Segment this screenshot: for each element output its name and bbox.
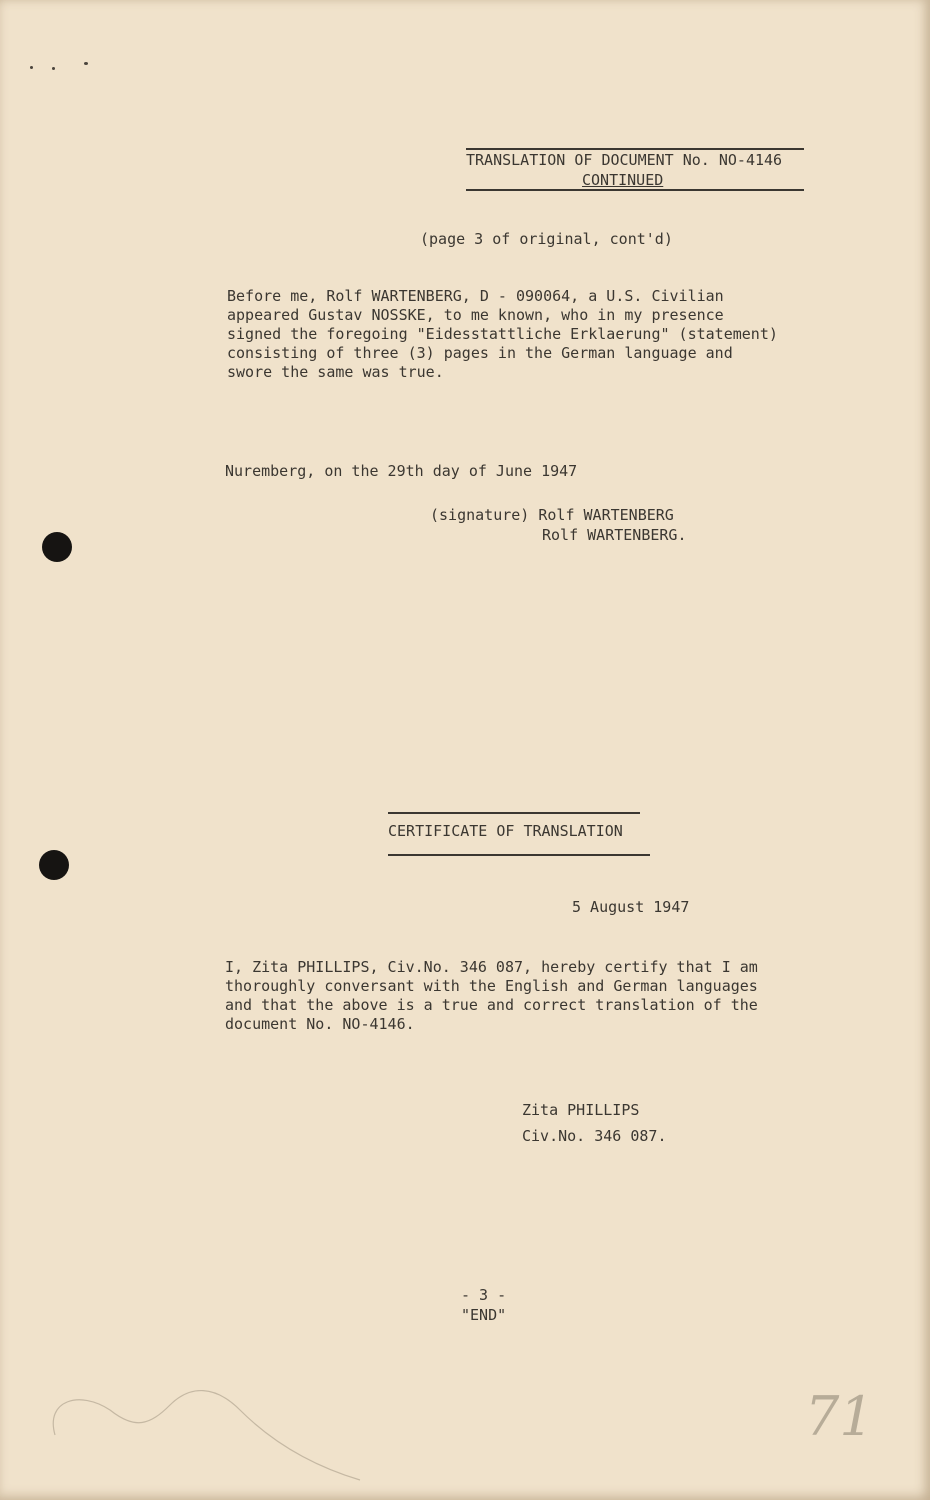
- statement-line: signed the foregoing "Eidesstattliche Erklaerung" (statement): [227, 325, 778, 343]
- place-date-line: Nuremberg, on the 29th day of June 1947: [225, 462, 578, 480]
- end-mark: "END": [461, 1306, 507, 1324]
- signature-name-typed: Rolf WARTENBERG.: [542, 526, 687, 544]
- speck-mark: [52, 67, 55, 70]
- speck-mark: [30, 66, 33, 69]
- header-top-rule: [466, 148, 804, 150]
- statement-line: appeared Gustav NOSSKE, to me known, who in my presence: [227, 306, 724, 324]
- statement-paragraph: [227, 287, 778, 382]
- header-title: TRANSLATION OF DOCUMENT No. NO-4146: [466, 151, 783, 169]
- certificate-line: document No. NO-4146.: [225, 1015, 415, 1033]
- signer-name: Zita PHILLIPS: [522, 1101, 640, 1119]
- certificate-top-rule: [388, 812, 640, 814]
- certificate-line: thoroughly conversant with the English and German languages: [225, 977, 758, 995]
- certificate-paragraph: [225, 958, 758, 1034]
- certificate-date: 5 August 1947: [572, 898, 690, 916]
- punch-hole: [42, 532, 72, 562]
- signature-line: (signature) Rolf WARTENBERG: [430, 506, 674, 524]
- page-reference: (page 3 of original, cont'd): [420, 230, 673, 248]
- certificate-bottom-rule: [388, 854, 650, 856]
- statement-line: swore the same was true.: [227, 363, 444, 381]
- punch-hole: [39, 850, 69, 880]
- certificate-heading: CERTIFICATE OF TRANSLATION: [388, 822, 623, 840]
- speck-mark: [84, 62, 88, 65]
- certificate-line: I, Zita PHILLIPS, Civ.No. 346 087, hereby certify that I am: [225, 958, 758, 976]
- statement-line: consisting of three (3) pages in the German language and: [227, 344, 733, 362]
- certificate-line: and that the above is a true and correct translation of the: [225, 996, 758, 1014]
- header-continued: CONTINUED: [582, 171, 664, 189]
- signer-civ-number: Civ.No. 346 087.: [522, 1127, 667, 1145]
- pencil-scribble: [40, 1380, 370, 1490]
- statement-line: Before me, Rolf WARTENBERG, D - 090064, a U.S. Civilian: [227, 287, 724, 305]
- header-bottom-rule: [466, 189, 804, 191]
- handwritten-page-mark: 71: [805, 1385, 874, 1448]
- page-number: - 3 -: [461, 1286, 507, 1304]
